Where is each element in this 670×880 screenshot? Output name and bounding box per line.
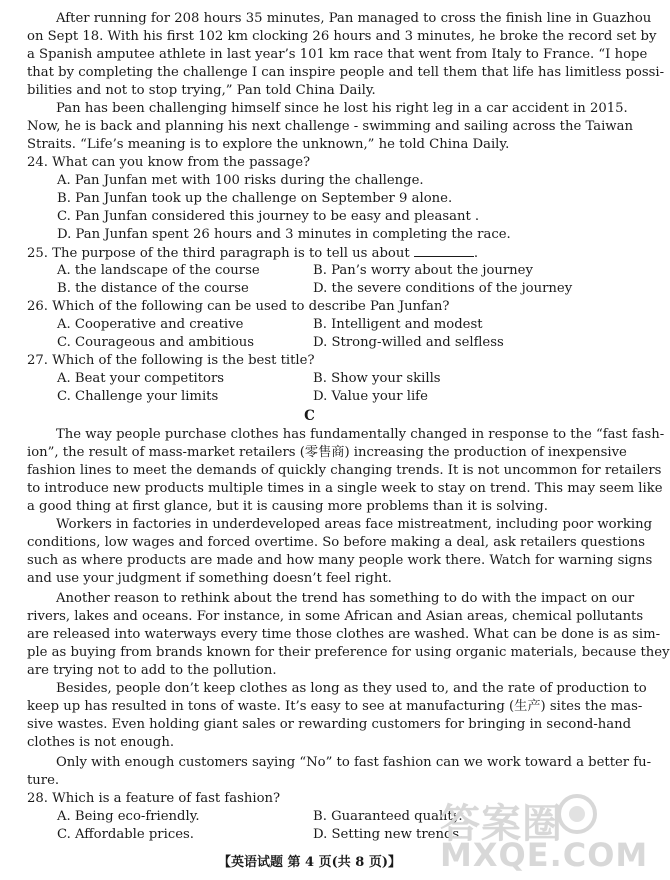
page-footer: 【英语试题 第 4 页(共 8 页)】 — [217, 855, 402, 870]
passage-line: ion”, the result of mass-market retailers (零售商) increasing the production of inexpensive — [27, 445, 627, 460]
passage-line: Straits. “Life’s meaning is to explore the unknown,” he told China Daily. — [27, 137, 510, 152]
question-25-option-d[interactable]: D. the severe conditions of the journey — [313, 281, 573, 296]
question-25-option-a[interactable]: A. the landscape of the course — [57, 263, 260, 278]
question-25-option-c[interactable]: B. the distance of the course — [57, 281, 249, 296]
passage-line: keep up has resulted in tons of waste. It’s easy to see at manufacturing (生产) sites the mas- — [27, 699, 643, 714]
question-27-option-a[interactable]: A. Beat your competitors — [57, 371, 225, 386]
passage-line: and use your judgment if something doesn’t feel right. — [27, 571, 392, 586]
passage-line: clothes is not enough. — [27, 735, 175, 750]
question-28-option-b[interactable]: B. Guaranteed quality. — [313, 809, 463, 824]
question-26-option-d[interactable]: D. Strong-willed and selfless — [313, 335, 504, 350]
section-c-heading: C — [304, 408, 315, 424]
passage-line: are released into waterways every time those clothes are washed. What can be done is as sim- — [27, 627, 661, 642]
question-24-option-c[interactable]: C. Pan Junfan considered this journey to be easy and pleasant . — [57, 209, 480, 224]
passage-line: ple as buying from brands known for their preference for using organic materials, because they — [27, 645, 670, 660]
passage-line: After running for 208 hours 35 minutes, Pan managed to cross the finish line in Guazhou — [56, 11, 652, 26]
passage-line: on Sept 18. With his first 102 km clocking 26 hours and 3 minutes, he broke the record set by — [27, 29, 657, 44]
question-25-stem — [27, 244, 593, 262]
question-24-option-d[interactable]: D. Pan Junfan spent 26 hours and 3 minutes in completing the race. — [57, 227, 511, 242]
passage-line: conditions, low wages and forced overtime. So before making a deal, ask retailers questions — [27, 535, 646, 550]
question-28-option-d[interactable]: D. Setting new trends. — [313, 827, 464, 842]
question-25-option-b[interactable]: B. Pan’s worry about the journey — [313, 263, 533, 278]
watermark-text: 答案圈 — [440, 801, 563, 847]
passage-line: a good thing at first glance, but it is causing more problems than it is solving. — [27, 499, 548, 514]
watermark-logo-icon — [555, 792, 599, 836]
watermark-url: MXQE.COM — [440, 836, 649, 874]
question-25-stem-text: 25. The purpose of the third paragraph is to tell us about — [27, 246, 410, 261]
passage-line: that by completing the challenge I can inspire people and tell them that life has limitless possi- — [27, 65, 665, 80]
question-26-option-c[interactable]: C. Courageous and ambitious — [57, 335, 255, 350]
question-24-option-a[interactable]: A. Pan Junfan met with 100 risks during the challenge. — [57, 173, 424, 188]
passage-line: Now, he is back and planning his next challenge - swimming and sailing across the Taiwan — [27, 119, 633, 134]
passage-line: fashion lines to meet the demands of quickly changing trends. It is not uncommon for retailers — [27, 463, 662, 478]
question-28-stem: 28. Which is a feature of fast fashion? — [27, 791, 281, 806]
passage-line: The way people purchase clothes has fundamentally changed in response to the “fast fash- — [56, 427, 665, 442]
question-28-option-a[interactable]: A. Being eco-friendly. — [57, 809, 200, 824]
passage-line: Pan has been challenging himself since he lost his right leg in a car accident in 2015. — [56, 101, 628, 116]
passage-line: rivers, lakes and oceans. For instance, in some African and Asian areas, chemical pollutants — [27, 609, 644, 624]
question-27-option-b[interactable]: B. Show your skills — [313, 371, 441, 386]
passage-line: Workers in factories in underdeveloped areas face mistreatment, including poor working — [56, 517, 653, 532]
passage-line: Another reason to rethink about the trend has something to do with the impact on our — [56, 591, 635, 606]
passage-line: are trying not to add to the pollution. — [27, 663, 277, 678]
passage-line: to introduce new products multiple times in a single week to stay on trend. This may seem like — [27, 481, 663, 496]
question-24-option-b[interactable]: B. Pan Junfan took up the challenge on September 9 alone. — [57, 191, 453, 206]
question-26-stem: 26. Which of the following can be used to describe Pan Junfan? — [27, 299, 450, 314]
question-26-option-a[interactable]: A. Cooperative and creative — [57, 317, 244, 332]
passage-line: sive wastes. Even holding giant sales or rewarding customers for bringing in second-hand — [27, 717, 632, 732]
question-26-option-b[interactable]: B. Intelligent and modest — [313, 317, 483, 332]
passage-line: Besides, people don’t keep clothes as long as they used to, and the rate of production to — [56, 681, 647, 696]
passage-line: Only with enough customers saying “No” to fast fashion can we work toward a better fu- — [56, 755, 652, 770]
passage-line: ture. — [27, 773, 60, 788]
question-25-stem-end: . — [473, 246, 479, 261]
passage-line: bilities and not to stop trying,” Pan told China Daily. — [27, 83, 376, 98]
passage-line: such as where products are made and how many people work there. Watch for warning signs — [27, 553, 653, 568]
answer-blank — [414, 244, 474, 257]
passage-line: a Spanish amputee athlete in last year’s 101 km race that went from Italy to France. “I hope — [27, 47, 648, 62]
question-24-stem: 24. What can you know from the passage? — [27, 155, 311, 170]
question-27-stem: 27. Which of the following is the best title? — [27, 353, 315, 368]
question-27-option-d[interactable]: D. Value your life — [313, 389, 428, 404]
question-28-option-c[interactable]: C. Affordable prices. — [57, 827, 194, 842]
question-27-option-c[interactable]: C. Challenge your limits — [57, 389, 219, 404]
